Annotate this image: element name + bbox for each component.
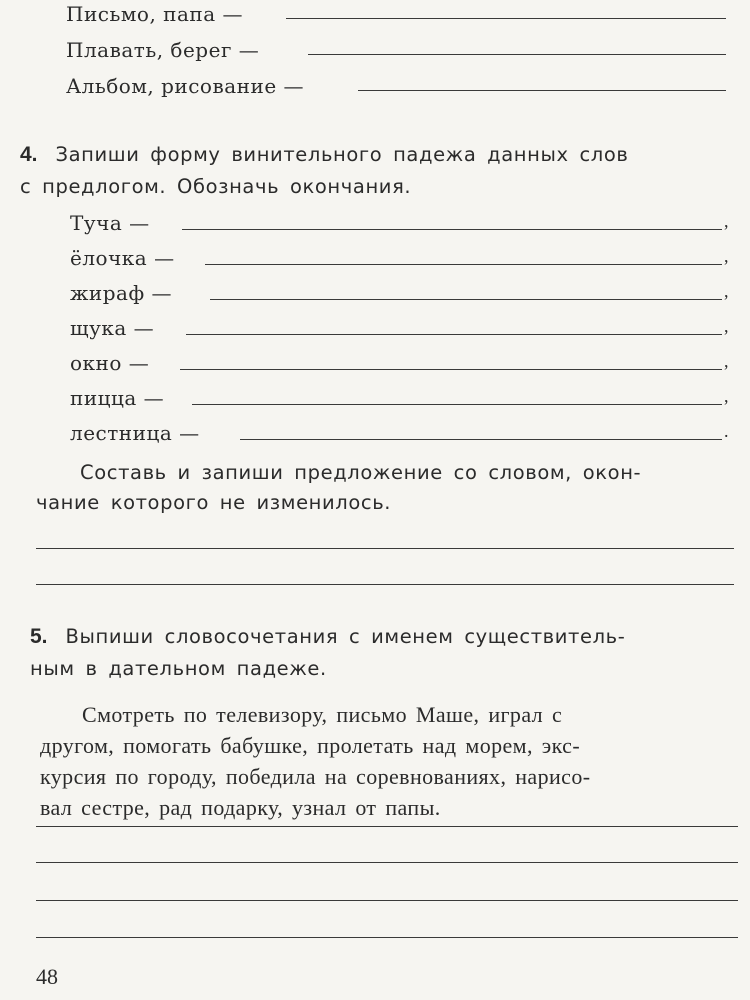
answer-line[interactable] [308, 54, 726, 55]
answer-line[interactable] [205, 264, 722, 265]
top-word-2: Плавать, берег — [66, 38, 260, 62]
answer-line[interactable] [36, 584, 734, 585]
word-lestnitsa: лестница — [70, 421, 200, 445]
answer-line[interactable] [240, 439, 722, 440]
answer-line[interactable] [210, 299, 722, 300]
answer-line[interactable] [192, 404, 722, 405]
answer-line[interactable] [182, 229, 722, 230]
task-4-number: 4. [20, 143, 38, 166]
comma: , [724, 211, 729, 231]
top-line-1 [0, 0, 750, 30]
task-5-text-line-2: другом, помогать бабушке, пролетать над морем, экс- [40, 733, 581, 758]
answer-line[interactable] [36, 826, 738, 827]
answer-line[interactable] [358, 90, 726, 91]
task-5-text-line-3: курсия по городу, победила на соревнованиях, нарисо- [40, 764, 591, 789]
task-4-instruction-line-2: с предлогом. Обозначь окончания. [20, 175, 412, 198]
word-yolochka: ёлочка — [70, 246, 175, 270]
task-4-instruction-line-1: Запиши форму винительного падежа данных слов [55, 143, 629, 166]
task-4-followup-line-2: чание которого не изменилось. [36, 491, 392, 514]
task-4-word-line-4 [0, 314, 750, 344]
top-word-3: Альбом, рисование — [66, 74, 305, 98]
top-word-1: Письмо, папа — [66, 2, 244, 26]
task-4-word-line-3 [0, 279, 750, 309]
top-line-3 [0, 72, 750, 102]
comma: , [724, 351, 729, 371]
answer-line[interactable] [186, 334, 722, 335]
answer-line[interactable] [286, 18, 726, 19]
comma: , [724, 281, 729, 301]
task-5-text [40, 699, 740, 823]
answer-line[interactable] [36, 548, 734, 549]
answer-line[interactable] [36, 862, 738, 863]
word-zhiraf: жираф — [70, 281, 172, 305]
comma: , [724, 246, 729, 266]
comma: , [724, 316, 729, 336]
top-line-2 [0, 36, 750, 66]
word-shchuka: щука — [70, 316, 155, 340]
comma: , [724, 386, 729, 406]
task-5-instruction-line-2: ным в дательном падеже. [30, 657, 327, 680]
answer-line[interactable] [180, 369, 722, 370]
word-pitstsa: пицца — [70, 386, 165, 410]
answer-line[interactable] [36, 937, 738, 938]
task-4-word-line-5 [0, 349, 750, 379]
task-5-instruction-line-1: Выпиши словосочетания с именем существитель- [65, 625, 626, 648]
page-number: 48 [36, 964, 58, 989]
task-4-word-line-7 [0, 419, 750, 449]
period: . [724, 421, 729, 441]
word-tucha: Туча — [70, 211, 150, 235]
task-4-followup-line-1: Составь и запиши предложение со словом, окон- [80, 461, 642, 484]
task-4-followup [36, 458, 736, 518]
answer-line[interactable] [36, 900, 738, 901]
task-5-number: 5. [30, 625, 48, 648]
task-4-instruction [20, 140, 735, 202]
task-5-text-line-4: вал сестре, рад подарку, узнал от папы. [40, 795, 441, 820]
task-4-word-line-1 [0, 209, 750, 239]
word-okno: окно — [70, 351, 150, 375]
task-4-word-line-6 [0, 384, 750, 414]
task-4-word-line-2 [0, 244, 750, 274]
task-5-text-line-1: Смотреть по телевизору, письмо Маше, играл с [82, 702, 563, 727]
task-5-instruction [30, 622, 745, 684]
